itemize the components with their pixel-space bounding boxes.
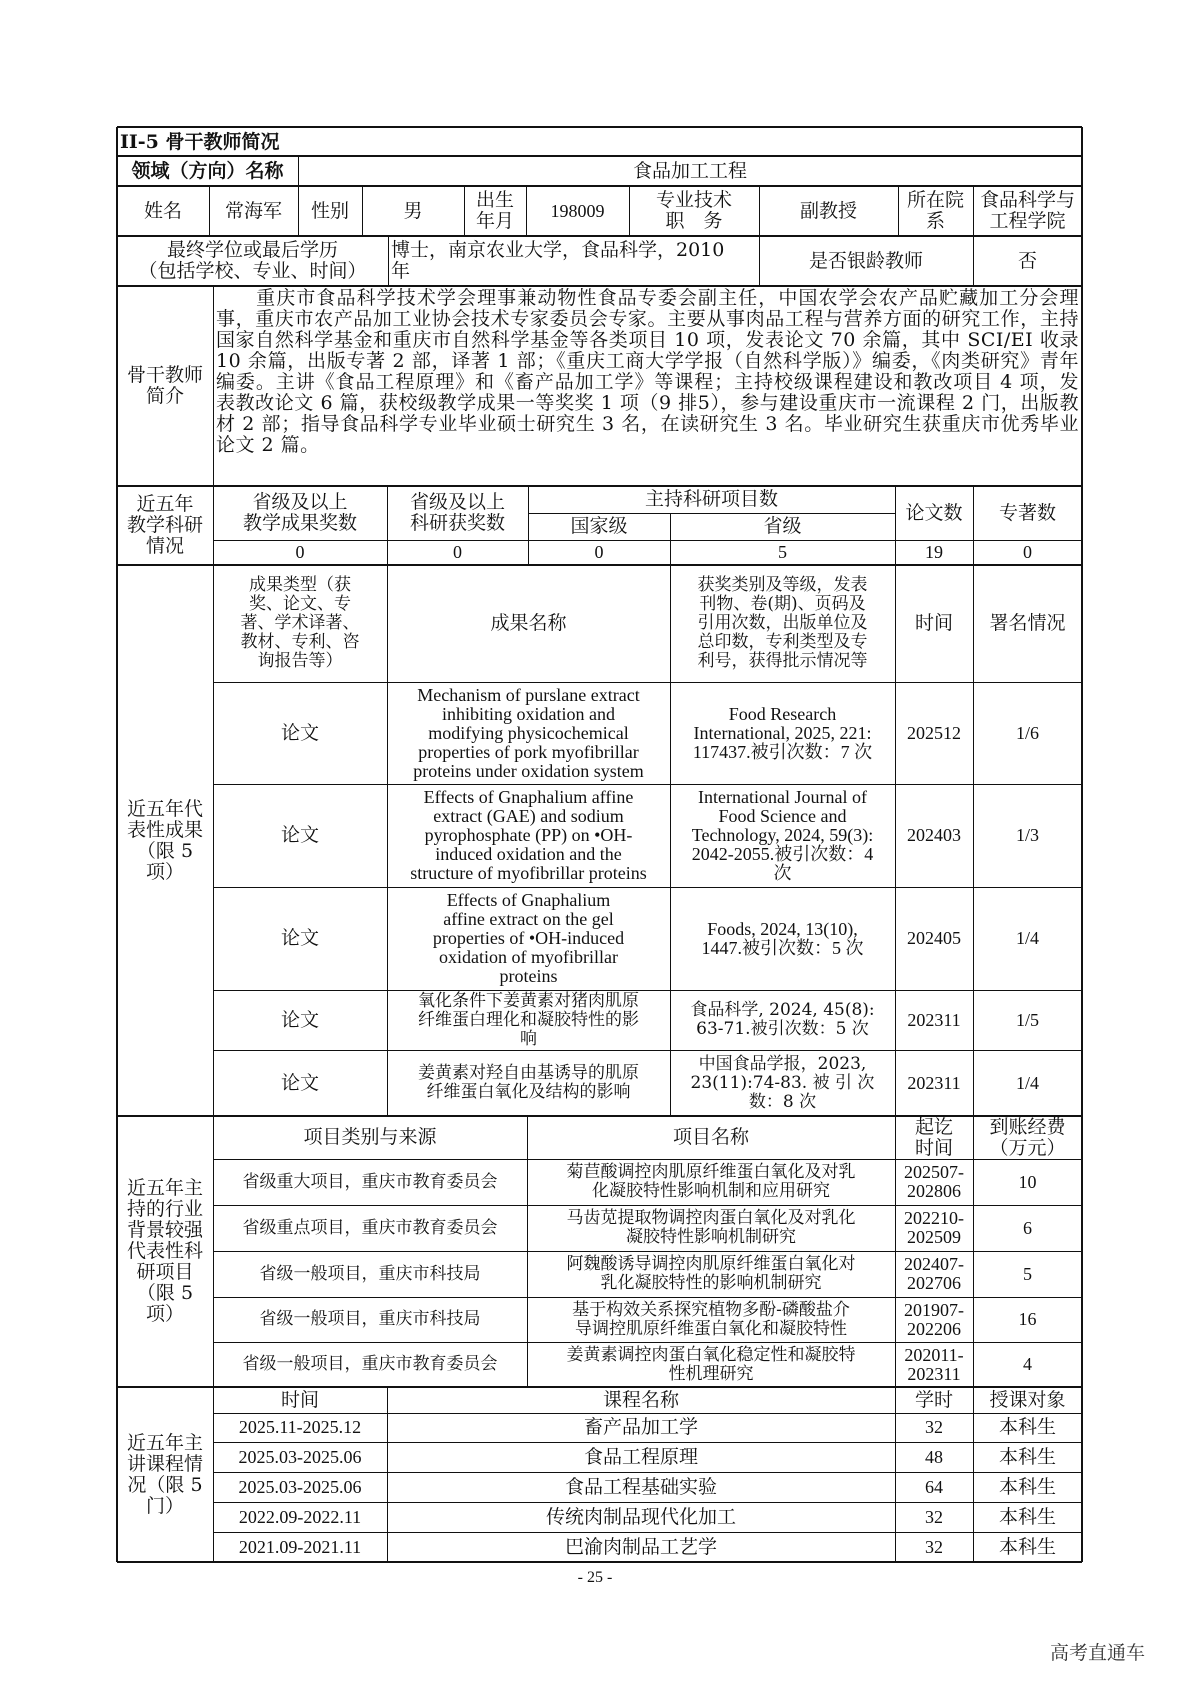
degree-label: 最终学位或最后学历 （包括学校、专业、时间） xyxy=(138,239,367,282)
field-label: 领域（方向）名称 xyxy=(131,159,284,182)
proj-row-source: 省级重大项目，重庆市教育委员会 xyxy=(242,1171,498,1192)
ach-header-type: 成果类型（获 奖、论文、专 著、学术译著、 教材、专利、咨 询报告等） xyxy=(240,575,360,671)
ach-row-sign: 1/5 xyxy=(1015,1009,1039,1030)
ach-row-detail: International Journal of Food Science and Technology, 2024, 59(3): 2042-2055.被引次数：4 次 xyxy=(691,787,874,883)
ach-row-detail: 中国食品学报，2023, 23(11):74-83. 被 引 次 数：8 次 xyxy=(690,1053,875,1112)
gender-value: 男 xyxy=(403,199,423,222)
teach-award-value: 0 xyxy=(295,542,305,562)
birth-value: 198009 xyxy=(550,200,605,221)
course-row-target: 本科生 xyxy=(998,1505,1056,1528)
course-row-hours: 32 xyxy=(925,1417,943,1437)
ach-row-sign: 1/6 xyxy=(1015,722,1039,743)
ach-row-name: Mechanism of purslane extract inhibiting oxidation and modifying physicochemical properties of pork myofibrillar proteins under oxidation system xyxy=(413,684,644,781)
national-label: 国家级 xyxy=(570,515,628,537)
watermark: 高考直通车 xyxy=(1050,1642,1146,1664)
ach-row-time: 202512 xyxy=(907,722,961,743)
books-label: 专著数 xyxy=(998,501,1056,524)
proj-header-period: 起讫 时间 xyxy=(914,1116,953,1159)
course-row-name: 巴渝肉制品工艺学 xyxy=(564,1535,717,1558)
ach-header-time: 时间 xyxy=(914,612,953,634)
ach-header-detail: 获奖类别及等级，发表 刊物、卷(期)、页码及 引用次数，出版单位及 总印数，专利类型及专 利号，获得批示情况等 xyxy=(697,575,868,671)
section-title: II-5 骨干教师简况 xyxy=(120,130,280,153)
title-value: 副教授 xyxy=(799,199,857,222)
proj-row-funds: 5 xyxy=(1023,1263,1032,1284)
bio-text: 重庆市食品科学技术学会理事兼动物性食品专委会副主任，中国农学会农产品贮藏加工分会理事，重庆市农产品加工业协会技术专家委员会专家。主要从事肉品工程与营养方面的研究工作，主持国家自然科学基金和重庆市自然科学基金等各类项目 10 项，发表论文 70 余篇，其中 SCI/EI 收录 10 余篇，出版专著 2 部，译著 1 部；《重庆工商大学学报（自然科学版）》编委，《肉类研究》青年编委。主讲《食品工程原理》和《畜产品加工学》等课程；主持校级课程建设和教改项目 4 项，发表教改论文 6 篇，获校级教学成果一等奖奖 1 项（9 排5），参与建设重庆市一流课程 2 门，出版教材 2 部；指导食品科学专业毕业硕士研究生 3 名，在读研究生 3 名。毕业研究生获重庆市优秀毕业论文 2 篇。 xyxy=(216,288,1079,456)
ach-row-detail: 食品科学, 2024, 45(8): 63-71.被引次数：5 次 xyxy=(690,1000,875,1039)
course-row-name: 传统肉制品现代化加工 xyxy=(545,1505,736,1528)
provincial-value: 5 xyxy=(778,542,787,562)
proj-row-funds: 16 xyxy=(1018,1309,1037,1329)
ach-row-type: 论文 xyxy=(280,824,319,846)
proj-row-period: 201907- 202206 xyxy=(904,1299,964,1339)
books-value: 0 xyxy=(1023,542,1032,562)
table-rule xyxy=(117,285,1082,287)
course-row-name: 食品工程基础实验 xyxy=(564,1475,717,1498)
proj-row-source: 省级重点项目，重庆市教育委员会 xyxy=(242,1217,498,1238)
teach-award-label: 省级及以上 教学成果奖数 xyxy=(242,491,357,534)
course-header-time: 时间 xyxy=(280,1388,319,1411)
field-value: 食品加工工程 xyxy=(632,159,747,182)
course-row-hours: 64 xyxy=(925,1476,943,1497)
course-row-hours: 48 xyxy=(925,1446,943,1467)
research-award-value: 0 xyxy=(453,542,462,562)
ach-header-sign: 署名情况 xyxy=(989,612,1066,634)
proj-header-name: 项目名称 xyxy=(672,1126,749,1148)
ach-header-name: 成果名称 xyxy=(490,612,567,634)
ach-row-sign: 1/4 xyxy=(1015,1072,1039,1093)
proj-row-name: 姜黄素调控肉蛋白氧化稳定性和凝胶特 性机理研究 xyxy=(566,1344,856,1384)
proj-row-name: 菊苣酸调控肉肌原纤维蛋白氧化及对乳 化凝胶特性影响机制和应用研究 xyxy=(566,1162,856,1201)
proj-row-source: 省级一般项目，重庆市科技局 xyxy=(259,1263,481,1284)
bio-label: 骨干教师 简介 xyxy=(126,364,203,407)
course-row-time: 2025.03-2025.06 xyxy=(238,1446,362,1467)
stats-label: 近五年 教学科研 情况 xyxy=(126,493,203,557)
ach-row-type: 论文 xyxy=(280,927,319,949)
course-header-name: 课程名称 xyxy=(602,1388,679,1411)
name-label: 姓名 xyxy=(143,199,182,222)
ach-row-type: 论文 xyxy=(280,1008,319,1031)
proj-row-source: 省级一般项目，重庆市教育委员会 xyxy=(242,1354,498,1374)
course-row-target: 本科生 xyxy=(998,1445,1056,1468)
page-number: - 25 - xyxy=(577,1569,613,1586)
papers-label: 论文数 xyxy=(905,501,963,524)
research-award-label: 省级及以上 科研获奖数 xyxy=(409,491,505,534)
course-row-hours: 32 xyxy=(925,1506,943,1527)
proj-row-name: 马齿苋提取物调控肉蛋白氧化及对乳化 凝胶特性影响机制研究 xyxy=(566,1208,856,1247)
ach-row-sign: 1/3 xyxy=(1015,825,1039,845)
projects-section-label: 近五年主 持的行业 背景较强 代表性科 研项目 （限 5 项） xyxy=(126,1177,203,1325)
course-row-hours: 32 xyxy=(925,1536,943,1557)
course-header-target: 授课对象 xyxy=(989,1388,1066,1411)
ach-row-name: Effects of Gnaphalium affine extract on the gel properties of •OH-induced oxidation of myofibrillar proteins xyxy=(432,890,625,986)
gender-label: 性别 xyxy=(310,199,349,222)
courses-label: 近五年主 讲课程情 况（限 5 门） xyxy=(126,1431,203,1517)
proj-row-funds: 10 xyxy=(1018,1171,1037,1192)
silver-value: 否 xyxy=(1017,249,1037,272)
ach-row-name: 氧化条件下姜黄素对猪肉肌原 纤维蛋白理化和凝胶特性的影 响 xyxy=(418,990,639,1049)
course-row-name: 食品工程原理 xyxy=(583,1445,698,1468)
ach-row-time: 202311 xyxy=(907,1009,961,1030)
title-label: 专业技术 职 务 xyxy=(655,189,732,232)
proj-row-name: 阿魏酸诱导调控肉肌原纤维蛋白氧化对 乳化凝胶特性的影响机制研究 xyxy=(566,1254,856,1293)
ach-row-sign: 1/4 xyxy=(1015,928,1039,948)
course-row-name: 畜产品加工学 xyxy=(583,1416,698,1438)
course-row-target: 本科生 xyxy=(998,1416,1056,1438)
ach-row-type: 论文 xyxy=(280,1071,319,1094)
national-value: 0 xyxy=(594,542,604,562)
proj-row-period: 202011- 202311 xyxy=(904,1344,964,1384)
achievements-label: 近五年代 表性成果 （限 5 项） xyxy=(126,797,203,883)
course-row-target: 本科生 xyxy=(998,1475,1056,1498)
course-row-target: 本科生 xyxy=(998,1535,1056,1558)
proj-header-funds: 到账经费 （万元） xyxy=(989,1116,1066,1159)
proj-row-funds: 4 xyxy=(1023,1354,1032,1374)
proj-header-source: 项目类别与来源 xyxy=(303,1126,437,1148)
ach-row-detail: Food Research International, 2025, 221: 117437.被引次数：7 次 xyxy=(692,703,873,762)
proj-row-name: 基于构效关系探究植物多酚-磷酸盐介 导调控肌原纤维蛋白氧化和凝胶特性 xyxy=(572,1299,850,1339)
proj-row-period: 202507- 202806 xyxy=(904,1162,964,1201)
degree-value: 博士，南京农业大学，食品科学，2010 年 xyxy=(391,239,725,282)
name-value: 常海军 xyxy=(224,199,282,222)
ach-row-name: 姜黄素对羟自由基诱导的肌原 纤维蛋白氧化及结构的影响 xyxy=(418,1063,639,1102)
course-row-time: 2025.03-2025.06 xyxy=(238,1476,362,1497)
course-row-time: 2022.09-2022.11 xyxy=(238,1506,362,1527)
proj-row-funds: 6 xyxy=(1023,1217,1032,1238)
birth-label: 出生 年月 xyxy=(475,189,514,232)
papers-value: 19 xyxy=(925,542,943,562)
silver-label: 是否银龄教师 xyxy=(808,249,923,272)
ach-row-time: 202311 xyxy=(907,1072,961,1093)
course-header-hours: 学时 xyxy=(914,1388,953,1411)
ach-row-time: 202405 xyxy=(907,928,961,948)
ach-row-name: Effects of Gnaphalium affine extract (GAE) and sodium pyrophosphate (PP) on •OH- induced oxidation and the structure of myofibrillar proteins xyxy=(410,787,647,883)
proj-row-source: 省级一般项目，重庆市科技局 xyxy=(259,1309,481,1329)
proj-row-period: 202407- 202706 xyxy=(904,1254,964,1293)
projects-label: 主持科研项目数 xyxy=(644,488,778,510)
ach-row-time: 202403 xyxy=(907,825,961,845)
course-row-time: 2025.11-2025.12 xyxy=(238,1417,362,1437)
dept-value: 食品科学与 工程学院 xyxy=(979,189,1075,232)
dept-label: 所在院 系 xyxy=(906,189,964,232)
ach-row-type: 论文 xyxy=(280,721,319,744)
course-row-time: 2021.09-2021.11 xyxy=(238,1536,362,1557)
proj-row-period: 202210- 202509 xyxy=(904,1208,964,1247)
ach-row-detail: Foods, 2024, 13(10), 1447.被引次数：5 次 xyxy=(701,918,864,958)
provincial-label: 省级 xyxy=(763,515,802,537)
